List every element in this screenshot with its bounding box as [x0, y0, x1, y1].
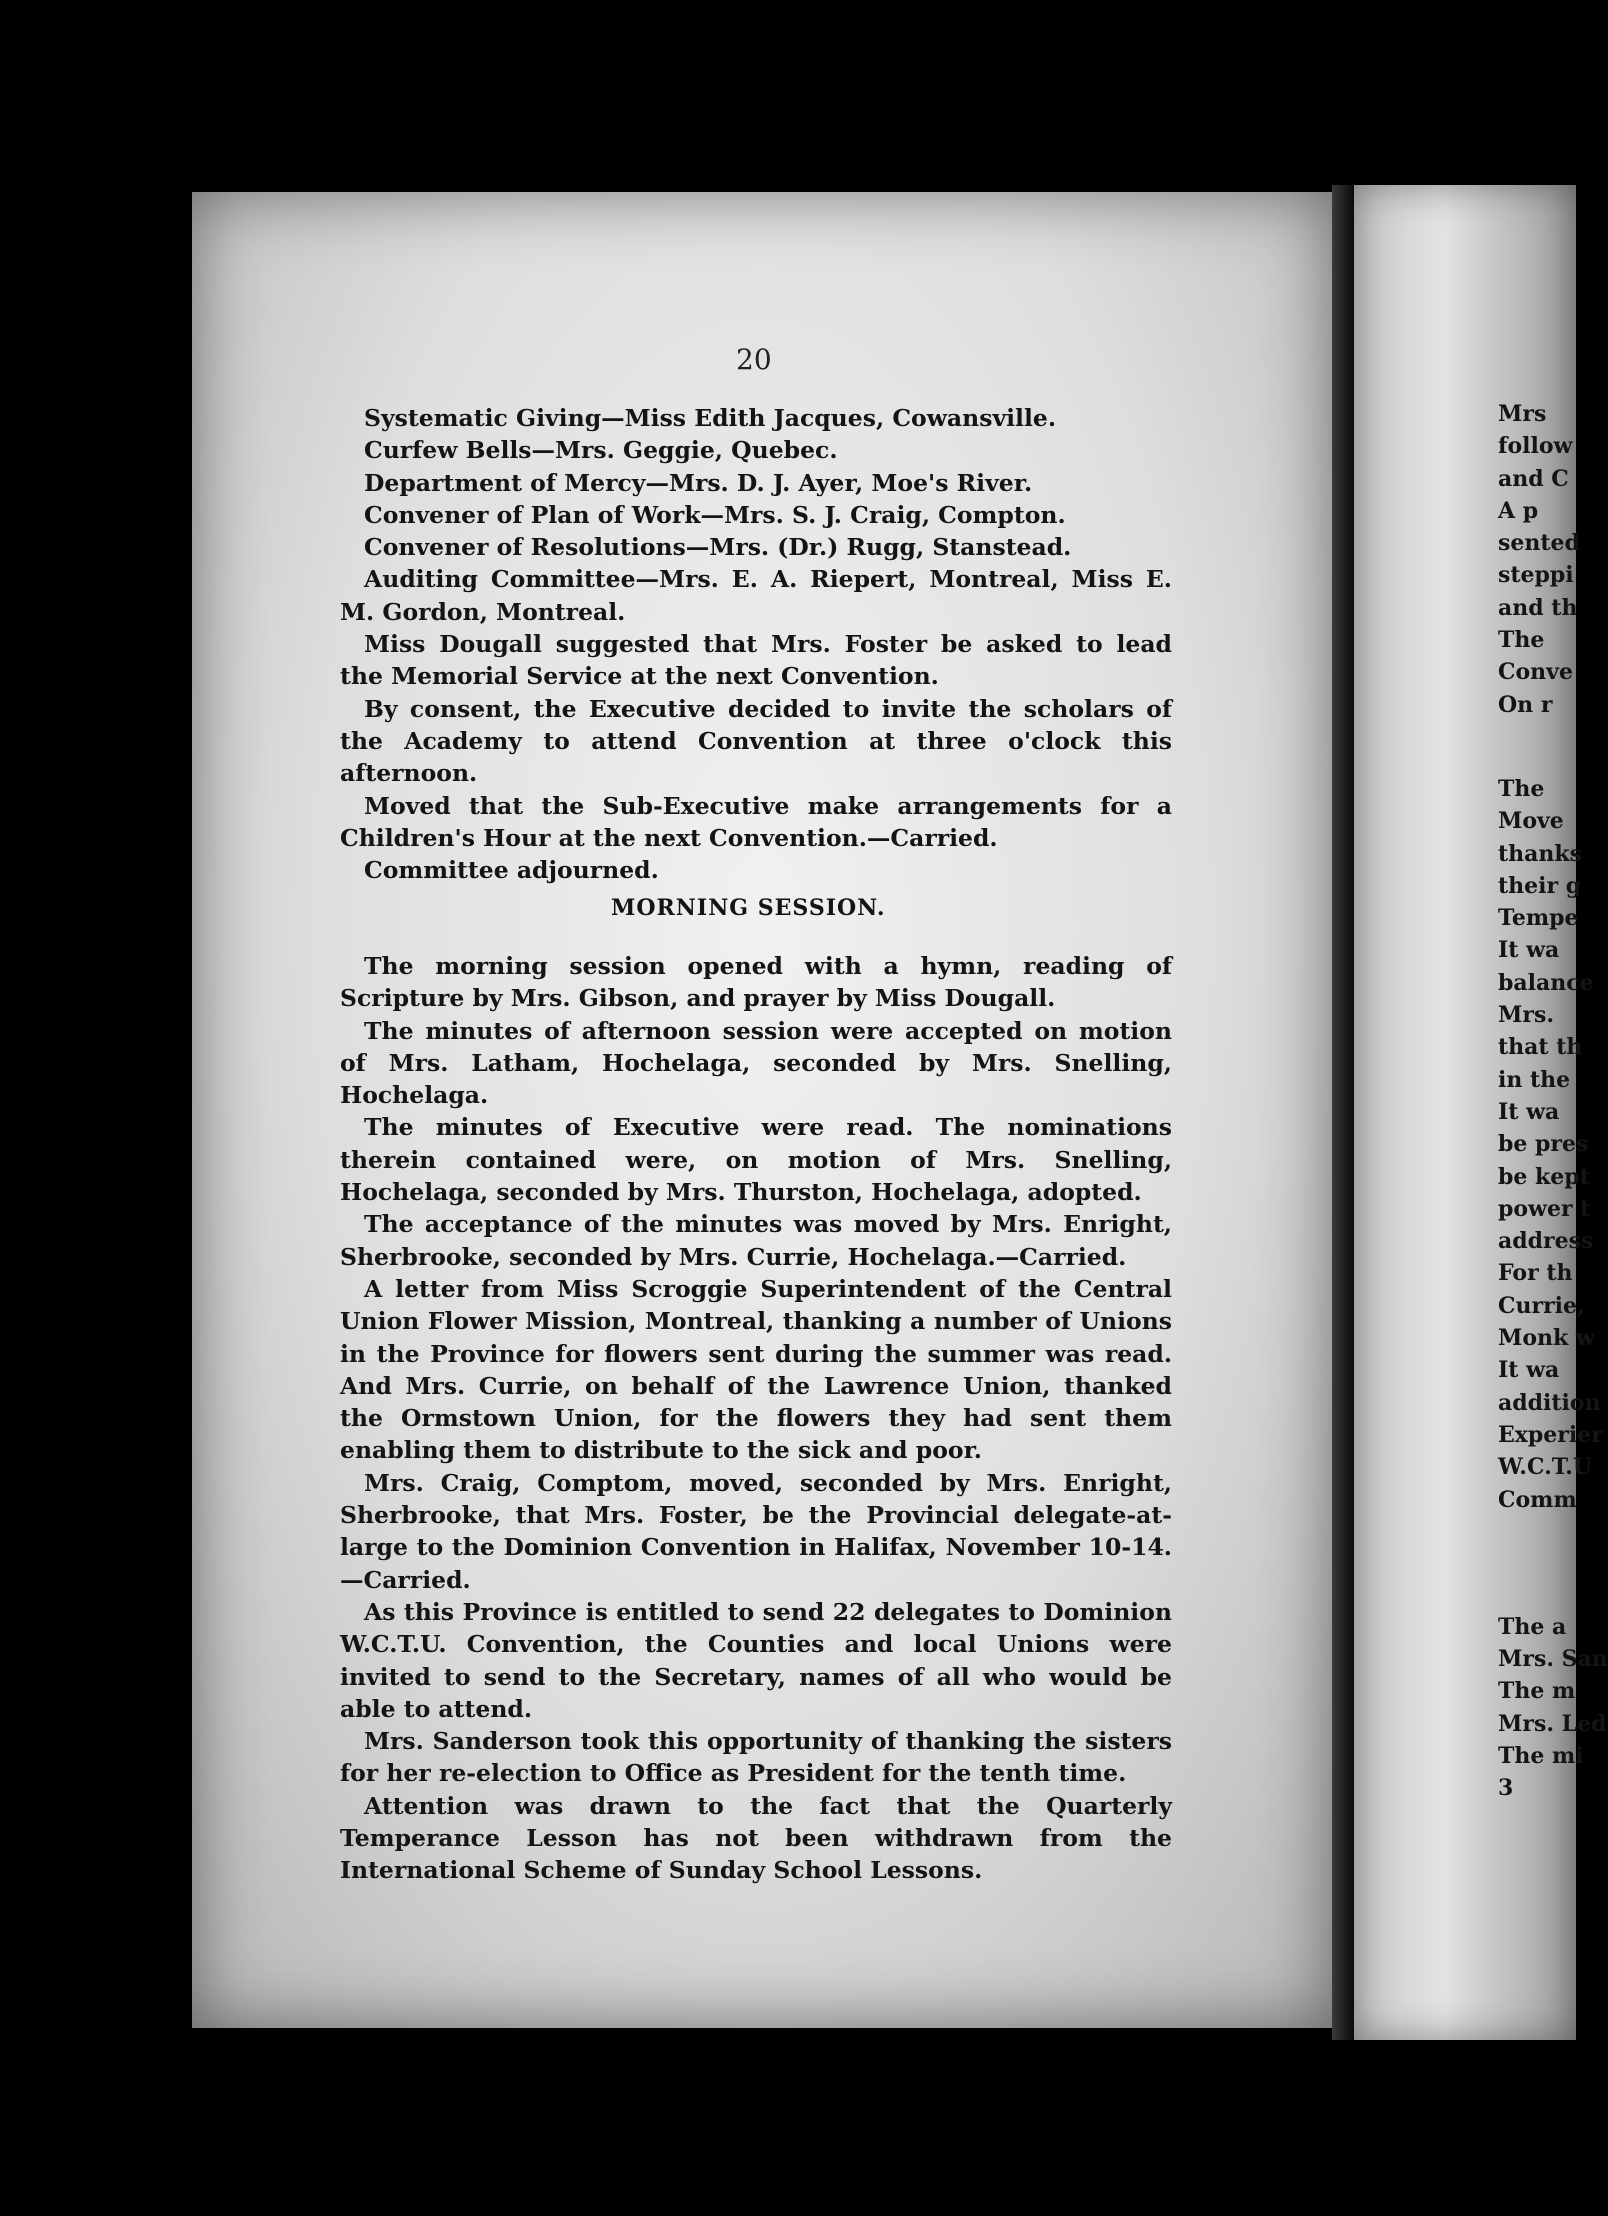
- paragraph: The acceptance of the minutes was moved by Mrs. Enright, Sherbrooke, seconded by Mrs. Currie, Hochelaga.—Carried.: [340, 1210, 1172, 1271]
- book-gutter: [1332, 185, 1354, 2040]
- spacer: [1498, 1516, 1578, 1611]
- fragment-line: The mi: [1498, 1742, 1584, 1769]
- fragment-line: in the: [1498, 1066, 1571, 1093]
- fragment-line: balance: [1498, 969, 1594, 996]
- paragraph: Mrs. Craig, Comptom, moved, seconded by Mrs. Enright, Sherbrooke, that Mrs. Foster, be the Provincial delegate-at-large to the Dominion Convention in Halifax, November 10-14.—Carried.: [340, 1468, 1172, 1594]
- fragment-line: that th: [1498, 1034, 1583, 1061]
- spacer: [1498, 721, 1578, 773]
- fragment-line: The m: [1498, 1678, 1576, 1705]
- fragment-line: Mrs. Led: [1498, 1710, 1607, 1737]
- fragment-line: addition: [1498, 1389, 1601, 1416]
- fragment-line: Conve: [1498, 659, 1573, 686]
- paragraph: Curfew Bells—Mrs. Geggie, Quebec.: [364, 436, 838, 465]
- fragment-line: Tempe: [1498, 905, 1579, 932]
- fragment-line: thanks: [1498, 840, 1583, 867]
- paragraph: Systematic Giving—Miss Edith Jacques, Cowansville.: [364, 404, 1057, 432]
- paragraph: A letter from Miss Scroggie Superintendent of the Central Union Flower Mission, Montreal, thanking a number of Unions in the Province for flowers sent during the summer was read. And Mrs. Currie, on behalf of the Lawrence Union, thanked the Ormstown Union, for the flowers they had sent them enabling them to distribute to the sick and poor.: [340, 1274, 1172, 1465]
- executive-minutes: [340, 402, 1172, 886]
- fragment-line: be pres: [1498, 1131, 1589, 1158]
- paragraph: Miss Dougall suggested that Mrs. Foster be asked to lead the Memorial Service at the next Convention.: [340, 630, 1172, 691]
- fragment-line: For th: [1498, 1260, 1573, 1287]
- fragment-line: address: [1498, 1228, 1594, 1255]
- fragment-line: steppi: [1498, 562, 1574, 589]
- fragment-line: Experier: [1498, 1421, 1603, 1448]
- paragraph: As this Province is entitled to send 22 delegates to Dominion W.C.T.U. Convention, the Counties and local Unions were invited to send to the Secretary, names of all who would be able to attend.: [340, 1597, 1172, 1723]
- fragment-line: Mrs.: [1498, 1002, 1554, 1029]
- fragment-line: power t: [1498, 1195, 1591, 1222]
- paragraph: The minutes of afternoon session were accepted on motion of Mrs. Latham, Hochelaga, seconded by Mrs. Snelling, Hochelaga.: [340, 1016, 1172, 1110]
- fragment-line: follow: [1498, 433, 1573, 460]
- fragment-line: The: [1498, 627, 1545, 654]
- fragment-line: It wa: [1498, 1357, 1560, 1384]
- fragment-line: Mrs. San: [1498, 1646, 1608, 1673]
- fragment-line: Comm: [1498, 1486, 1577, 1513]
- paragraph: Convener of Resolutions—Mrs. (Dr.) Rugg, Stanstead.: [364, 533, 1072, 562]
- fragment-line: It wa: [1498, 937, 1560, 964]
- paragraph: By consent, the Executive decided to invite the scholars of the Academy to attend Convention at three o'clock this afternoon.: [340, 694, 1172, 788]
- paragraph: The minutes of Executive were read. The nominations therein contained were, on motion of Mrs. Snelling, Hochelaga, seconded by Mrs. Thurston, Hochelaga, adopted.: [340, 1113, 1172, 1207]
- paragraph: Auditing Committee—Mrs. E. A. Riepert, Montreal, Miss E. M. Gordon, Montreal.: [340, 565, 1172, 626]
- right-page-fragments: [1498, 398, 1608, 1805]
- paragraph: Moved that the Sub-Executive make arrangements for a Children's Hour at the next Convention.—Carried.: [340, 791, 1172, 852]
- fragment-line: On r: [1498, 691, 1553, 718]
- fragment-line: be kept: [1498, 1163, 1590, 1190]
- fragment-line: The: [1498, 775, 1545, 802]
- paragraph: The morning session opened with a hymn, reading of Scripture by Mrs. Gibson, and prayer by Miss Dougall.: [340, 952, 1172, 1013]
- fragment-line: and C: [1498, 465, 1569, 492]
- fragment-line: A p: [1498, 497, 1539, 524]
- morning-session-minutes: [340, 950, 1172, 1887]
- fragment-line: sented: [1498, 530, 1580, 557]
- fragment-line: It wa: [1498, 1098, 1560, 1125]
- fragment-line: Mrs: [1498, 401, 1547, 427]
- fragment-line: Monk w: [1498, 1325, 1595, 1352]
- fragment-line: their g: [1498, 872, 1582, 899]
- fragment-line: The a: [1498, 1613, 1567, 1640]
- paragraph: Mrs. Sanderson took this opportunity of thanking the sisters for her re-election to Office as President for the tenth time.: [340, 1727, 1172, 1788]
- fragment-line: and th: [1498, 594, 1578, 621]
- fragment-line: Currie,: [1498, 1292, 1585, 1319]
- paragraph: Convener of Plan of Work—Mrs. S. J. Craig, Compton.: [364, 500, 1066, 529]
- fragment-line: 3: [1498, 1775, 1514, 1802]
- paragraph: Attention was drawn to the fact that the Quarterly Temperance Lesson has not been withdrawn from the International Scheme of Sunday School Lessons.: [340, 1791, 1172, 1885]
- fragment-line: W.C.T.U: [1498, 1454, 1593, 1481]
- paragraph: Committee adjourned.: [364, 856, 659, 885]
- fragment-line: Move: [1498, 808, 1564, 835]
- section-heading: MORNING SESSION.: [611, 895, 886, 921]
- page-number: 20: [736, 343, 772, 376]
- paragraph: Department of Mercy—Mrs. D. J. Ayer, Moe's River.: [364, 468, 1033, 497]
